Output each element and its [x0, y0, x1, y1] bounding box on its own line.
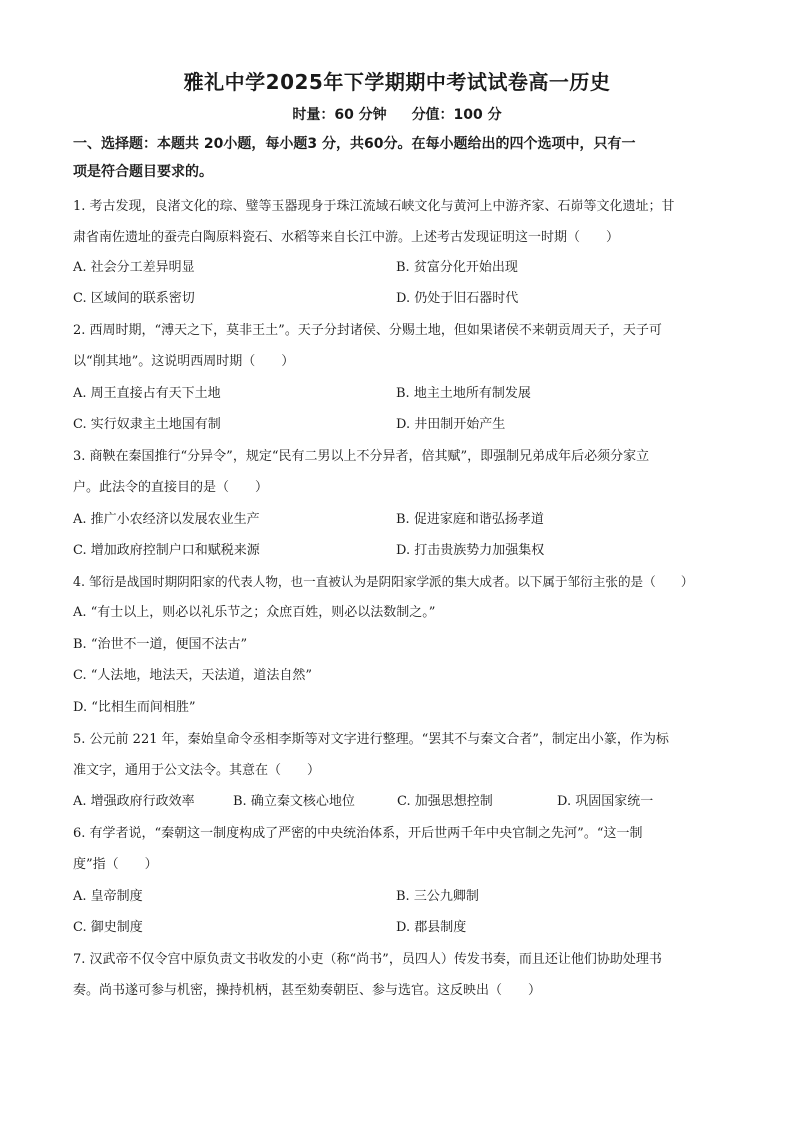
- options-row: [73, 790, 723, 814]
- options-row: [73, 382, 723, 406]
- options-row: [73, 256, 723, 280]
- options-row: [73, 696, 723, 720]
- option-c: C. “人法地，地法天，天法道，道法自然”: [73, 668, 313, 683]
- exam-score: 分值：100 分: [411, 107, 502, 123]
- question-line: 2. 西周时期，“溥天之下，莫非王土”。天子分封诸侯、分赐土地，但如果诸侯不来朝贡周天子，天子可: [73, 323, 662, 338]
- option-c: C. 实行奴隶主土地国有制: [73, 417, 221, 432]
- question-line: 准文字，通用于公文法令。其意在（ ）: [73, 763, 321, 778]
- options-row: [73, 287, 723, 311]
- option-a: A. “有士以上，则必以礼乐节之；众庶百姓，则必以法数制之。”: [73, 605, 436, 620]
- options-row: [73, 539, 723, 563]
- option-c: C. 增加政府控制户口和赋税来源: [73, 543, 260, 558]
- options-row: [73, 601, 723, 625]
- option-a: A. 周王直接占有天下土地: [73, 386, 221, 401]
- question-6: [73, 818, 723, 880]
- option-d: D. “比相生而间相胜”: [73, 700, 196, 715]
- question-1: [73, 191, 723, 253]
- question-line: 度”指（ ）: [73, 857, 158, 872]
- option-d: D. 井田制开始产生: [396, 417, 506, 432]
- question-3: [73, 441, 723, 503]
- question-line: 奏。尚书遂可参与机密，操持机柄，甚至劾奏朝臣、参与选官。这反映出（ ）: [73, 983, 542, 998]
- option-c: C. 御史制度: [73, 920, 143, 935]
- option-c: C. 加强思想控制: [397, 794, 493, 809]
- question-5: [73, 724, 723, 786]
- option-b: B. 贫富分化开始出现: [396, 260, 518, 275]
- section-line: 项是符合题目要求的。: [73, 164, 213, 180]
- options-row: [73, 413, 723, 437]
- options-row: [73, 664, 723, 688]
- options-row: [73, 508, 723, 532]
- option-a: A. 推广小农经济以发展农业生产: [73, 512, 260, 527]
- exam-time: 时量：60 分钟: [292, 107, 387, 123]
- section-instructions: [73, 130, 723, 186]
- option-c: C. 区域间的联系密切: [73, 291, 195, 306]
- question-line: 户。此法令的直接目的是（ ）: [73, 480, 269, 495]
- option-a: A. 增强政府行政效率: [73, 794, 195, 809]
- options-row: [73, 633, 723, 657]
- option-b: B. “治世不一道，便国不法古”: [73, 637, 248, 652]
- question-4: [73, 566, 723, 597]
- option-b: B. 地主土地所有制发展: [396, 386, 531, 401]
- option-b: B. 三公九卿制: [396, 889, 479, 904]
- exam-title: 雅礼中学2025年下学期期中考试试卷高一历史: [183, 70, 611, 94]
- question-2: [73, 315, 723, 377]
- option-d: D. 郡县制度: [396, 920, 467, 935]
- question-line: 4. 邹衍是战国时期阴阳家的代表人物，也一直被认为是阴阳家学派的集大成者。以下属于邹衍主张的是（ ）: [73, 574, 694, 589]
- question-line: 以“削其地”。这说明西周时期（ ）: [73, 354, 295, 369]
- option-d: D. 仍处于旧石器时代: [396, 291, 519, 306]
- option-a: A. 皇帝制度: [73, 889, 143, 904]
- question-line: 5. 公元前 221 年，秦始皇命令丞相李斯等对文字进行整理。“罢其不与秦文合者”，制定出小篆，作为标: [73, 732, 669, 747]
- options-row: [73, 916, 723, 940]
- option-a: A. 社会分工差异明显: [73, 260, 195, 275]
- option-d: D. 巩固国家统一: [557, 794, 654, 809]
- option-b: B. 促进家庭和谐弘扬孝道: [396, 512, 544, 527]
- section-line: 一、选择题：本题共 20小题，每小题3 分，共60分。在每小题给出的四个选项中，只有一: [73, 136, 636, 152]
- options-row: [73, 885, 723, 909]
- question-line: 1. 考古发现，良渚文化的琮、璧等玉器现身于珠江流域石峡文化与黄河上中游齐家、石峁等文化遗址；甘: [73, 199, 675, 214]
- option-b: B. 确立秦文核心地位: [233, 794, 355, 809]
- question-line: 3. 商鞅在秦国推行“分异令”，规定“民有二男以上不分异者，倍其赋”，即强制兄弟成年后必须分家立: [73, 449, 650, 464]
- question-line: 7. 汉武帝不仅令宫中原负责文书收发的小吏（称“尚书”，员四人）传发书奏，而且还让他们协助处理书: [73, 952, 662, 967]
- question-line: 6. 有学者说，“秦朝这一制度构成了严密的中央统治体系，开后世两千年中央官制之先河”。“这一制: [73, 826, 643, 841]
- question-line: 肃省南佐遗址的蚕壳白陶原料瓷石、水稻等来自长江中游。上述考古发现证明这一时期（ ）: [73, 230, 620, 245]
- question-7: [73, 944, 723, 1006]
- exam-subtitle: [0, 104, 794, 124]
- option-d: D. 打击贵族势力加强集权: [396, 543, 545, 558]
